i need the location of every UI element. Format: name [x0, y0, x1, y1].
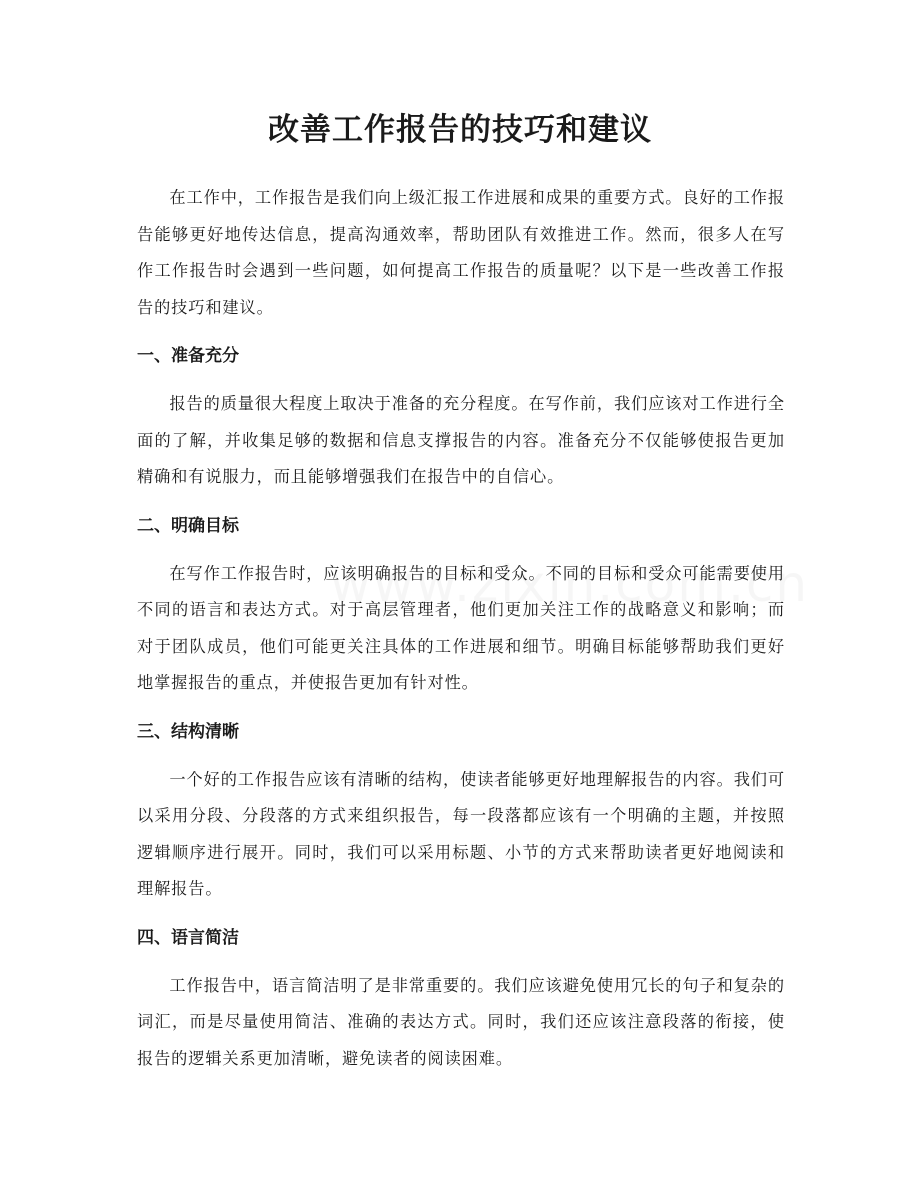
section-body-language: 工作报告中，语言简洁明了是非常重要的。我们应该避免使用冗长的句子和复杂的词汇，而是尽量使用简洁、准确的表达方式。同时，我们还应该注意段落的衔接，使报告的逻辑关系更加清晰，避免读者的阅读困难。 — [137, 975, 785, 1068]
section-body-goals: 在写作工作报告时，应该明确报告的目标和受众。不同的目标和受众可能需要使用不同的语言和表达方式。对于高层管理者，他们更加关注工作的战略意义和影响；而对于团队成员，他们可能更关注具体的工作进展和细节。明确目标能够帮助我们更好地掌握报告的重点，并使报告更加有针对性。 — [137, 563, 785, 692]
intro-paragraph: 在工作中，工作报告是我们向上级汇报工作进展和成果的重要方式。良好的工作报告能够更好地传达信息，提高沟通效率，帮助团队有效推进工作。然而，很多人在写作工作报告时会遇到一些问题，如何提高工作报告的质量呢？以下是一些改善工作报告的技巧和建议。 — [137, 188, 785, 317]
section-heading-language: 四、语言简洁 — [137, 927, 239, 948]
section-heading-goals: 二、明确目标 — [137, 515, 239, 536]
section-heading-preparation: 一、准备充分 — [137, 346, 239, 366]
section-body-preparation: 报告的质量很大程度上取决于准备的充分程度。在写作前，我们应该对工作进行全面的了解，并收集足够的数据和信息支撑报告的内容。准备充分不仅能够使报告更加精确和有说服力，而且能够增强我们在报告中的自信心。 — [137, 394, 785, 486]
section-heading-structure: 三、结构清晰 — [137, 721, 239, 742]
page-title: 改善工作报告的技巧和建议 — [268, 112, 652, 148]
document-body — [137, 180, 785, 1077]
section-body-structure: 一个好的工作报告应该有清晰的结构，使读者能够更好地理解报告的内容。我们可以采用分段、分段落的方式来组织报告，每一段落都应该有一个明确的主题，并按照逻辑顺序进行展开。同时，我们可以采用标题、小节的方式来帮助读者更好地阅读和理解报告。 — [137, 769, 785, 898]
